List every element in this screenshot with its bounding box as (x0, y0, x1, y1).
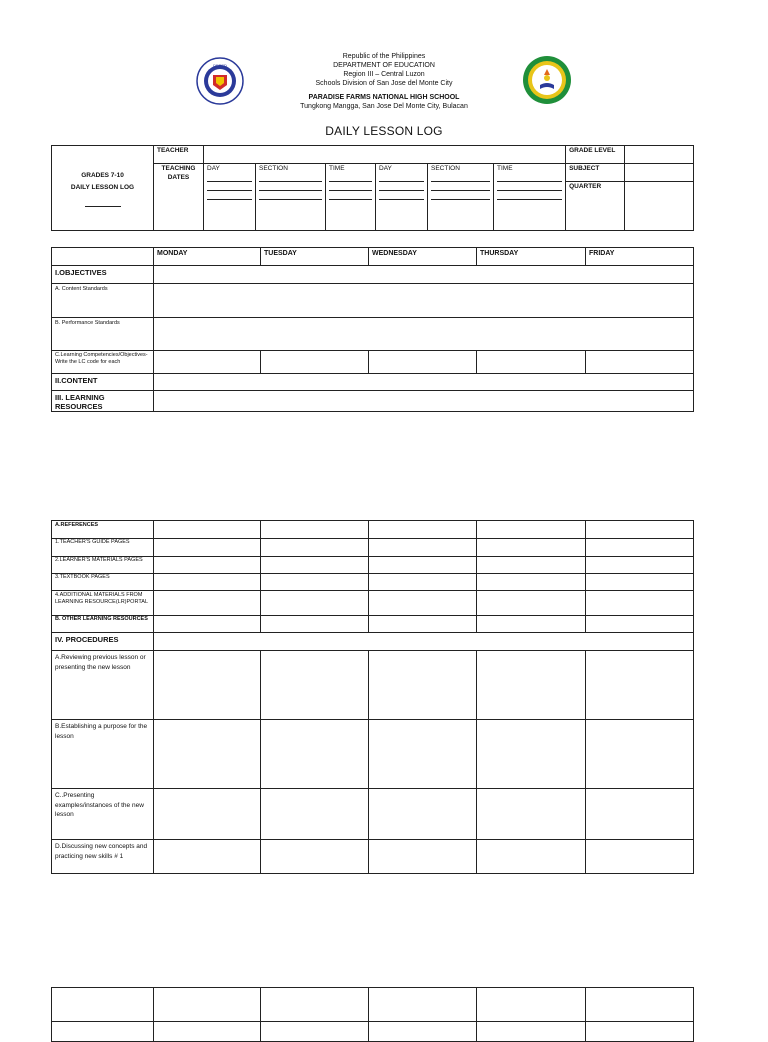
quarter-field[interactable] (625, 182, 694, 231)
continuation-table (51, 987, 694, 1042)
learners-materials-label: 2.LEARNER'S MATERIALS PAGES (52, 557, 154, 574)
proc-a-cell[interactable] (261, 651, 369, 720)
section-label-1: SECTION (259, 165, 288, 172)
proc-c-cell[interactable] (586, 789, 694, 840)
proc-c-label: C..Presenting examples/instances of the new lesson (52, 789, 154, 840)
other-cell[interactable] (261, 616, 369, 633)
region-line: Region III – Central Luzon (343, 71, 425, 78)
competencies-wednesday[interactable] (369, 351, 477, 374)
ref-cell[interactable] (477, 521, 586, 539)
lm-cell[interactable] (586, 557, 694, 574)
cont-cell[interactable] (369, 988, 477, 1022)
cont-cell[interactable] (154, 988, 261, 1022)
references-label: A.REFERENCES (52, 521, 154, 539)
corner-cell (52, 248, 154, 266)
proc-b-cell[interactable] (154, 720, 261, 789)
proc-b-cell[interactable] (477, 720, 586, 789)
procedures-heading: IV. PROCEDURES (52, 633, 154, 651)
tg-cell[interactable] (261, 539, 369, 557)
cont-cell[interactable] (261, 1022, 369, 1042)
ref-cell[interactable] (261, 521, 369, 539)
grade-level-label: GRADE LEVEL (566, 146, 625, 164)
additional-materials-label: 4.ADDITIONAL MATERIALS FROM LEARNING RESOURCE(LR)PORTAL (52, 591, 154, 616)
tb-cell[interactable] (154, 574, 261, 591)
proc-b-cell[interactable] (261, 720, 369, 789)
competencies-label: C.Learning Competencies/Objectives-Write the LC code for each (52, 351, 154, 374)
grades-label: GRADES 7-10 (81, 171, 124, 179)
teachers-guide-label: 1.TEACHER'S GUIDE PAGES (52, 539, 154, 557)
ref-cell[interactable] (154, 521, 261, 539)
school-address: Tungkong Mangga, San Jose Del Monte City, Bulacan (300, 103, 468, 110)
day-label-2: DAY (379, 165, 392, 172)
cont-cell[interactable] (261, 988, 369, 1022)
proc-d-label: D.Discussing new concepts and practicing new skills # 1 (52, 840, 154, 874)
page-title: DAILY LESSON LOG (325, 124, 443, 138)
tb-cell[interactable] (261, 574, 369, 591)
competencies-tuesday[interactable] (261, 351, 369, 374)
cont-cell[interactable] (369, 1022, 477, 1042)
day-col-2[interactable] (376, 164, 428, 231)
am-cell[interactable] (586, 591, 694, 616)
time-col-2[interactable] (494, 164, 566, 231)
proc-d-cell[interactable] (477, 840, 586, 874)
am-cell[interactable] (369, 591, 477, 616)
tg-cell[interactable] (586, 539, 694, 557)
ref-cell[interactable] (369, 521, 477, 539)
procedures-field[interactable] (154, 633, 694, 651)
lm-cell[interactable] (369, 557, 477, 574)
day-col-1[interactable] (204, 164, 256, 231)
subject-field[interactable] (625, 164, 694, 182)
performance-standards-field[interactable] (154, 318, 694, 351)
content-field[interactable] (154, 374, 694, 391)
cont-cell[interactable] (154, 1022, 261, 1042)
proc-b-cell[interactable] (586, 720, 694, 789)
day-label-1: DAY (207, 165, 220, 172)
other-cell[interactable] (154, 616, 261, 633)
proc-a-cell[interactable] (369, 651, 477, 720)
division-line: Schools Division of San Jose del Monte City (315, 80, 453, 87)
weekday-friday: FRIDAY (586, 248, 694, 266)
proc-d-cell[interactable] (261, 840, 369, 874)
republic-line: Republic of the Philippines (342, 53, 426, 60)
proc-d-cell[interactable] (369, 840, 477, 874)
objectives-field[interactable] (154, 266, 694, 284)
content-heading: II.CONTENT (52, 374, 154, 391)
textbook-label: 3.TEXTBOOK PAGES (52, 574, 154, 591)
competencies-thursday[interactable] (477, 351, 586, 374)
performance-standards-label: B. Performance Standards (52, 318, 154, 351)
content-standards-label: A. Content Standards (52, 284, 154, 318)
competencies-friday[interactable] (586, 351, 694, 374)
cont-cell[interactable] (477, 1022, 586, 1042)
school-name: PARADISE FARMS NATIONAL HIGH SCHOOL (308, 94, 460, 101)
teacher-field[interactable] (204, 146, 566, 164)
proc-d-cell[interactable] (154, 840, 261, 874)
section-label-2: SECTION (431, 165, 460, 172)
proc-c-cell[interactable] (154, 789, 261, 840)
weekday-thursday: THURSDAY (477, 248, 586, 266)
competencies-monday[interactable] (154, 351, 261, 374)
proc-a-cell[interactable] (586, 651, 694, 720)
subject-label: SUBJECT (566, 164, 625, 182)
am-cell[interactable] (154, 591, 261, 616)
department-line: DEPARTMENT OF EDUCATION (333, 62, 435, 69)
weekday-tuesday: TUESDAY (261, 248, 369, 266)
tb-cell[interactable] (586, 574, 694, 591)
proc-a-cell[interactable] (154, 651, 261, 720)
lm-cell[interactable] (477, 557, 586, 574)
cont-cell[interactable] (586, 1022, 694, 1042)
content-standards-field[interactable] (154, 284, 694, 318)
other-cell[interactable] (586, 616, 694, 633)
document-header (0, 52, 768, 111)
objectives-heading: I.OBJECTIVES (52, 266, 154, 284)
tg-cell[interactable] (154, 539, 261, 557)
am-cell[interactable] (261, 591, 369, 616)
lm-cell[interactable] (261, 557, 369, 574)
time-col-1[interactable] (326, 164, 376, 231)
weekday-wednesday: WEDNESDAY (369, 248, 477, 266)
grades-cell (52, 146, 154, 231)
proc-b-label: B.Establishing a purpose for the lesson (52, 720, 154, 789)
time-label-2: TIME (497, 165, 513, 172)
proc-b-cell[interactable] (369, 720, 477, 789)
proc-a-label: A.Reviewing previous lesson or presenting the new lesson (52, 651, 154, 720)
svg-text:DEPED: DEPED (213, 63, 227, 68)
proc-c-cell[interactable] (477, 789, 586, 840)
info-table (51, 145, 694, 231)
dll-label: DAILY LESSON LOG (70, 183, 135, 191)
proc-a-cell[interactable] (477, 651, 586, 720)
section-col-1[interactable] (256, 164, 326, 231)
other-cell[interactable] (477, 616, 586, 633)
other-cell[interactable] (369, 616, 477, 633)
cont-cell[interactable] (52, 988, 154, 1022)
tg-cell[interactable] (477, 539, 586, 557)
tb-cell[interactable] (477, 574, 586, 591)
section-col-2[interactable] (428, 164, 494, 231)
tg-cell[interactable] (369, 539, 477, 557)
ref-cell[interactable] (586, 521, 694, 539)
learning-resources-heading: III. LEARNING RESOURCES (52, 391, 154, 412)
quarter-label: QUARTER (566, 182, 625, 231)
teaching-dates-label: TEACHING DATES (154, 164, 204, 231)
weekday-monday: MONDAY (154, 248, 261, 266)
cont-cell[interactable] (52, 1022, 154, 1042)
am-cell[interactable] (477, 591, 586, 616)
objectives-table (51, 247, 694, 412)
cont-cell[interactable] (586, 988, 694, 1022)
lm-cell[interactable] (154, 557, 261, 574)
cont-cell[interactable] (477, 988, 586, 1022)
learning-resources-field[interactable] (154, 391, 694, 412)
grade-level-field[interactable] (625, 146, 694, 164)
teacher-label: TEACHER (154, 146, 204, 164)
procedures-table (51, 520, 694, 874)
other-resources-label: B. OTHER LEARNING RESOURCES (52, 616, 154, 633)
time-label-1: TIME (329, 165, 345, 172)
proc-c-cell[interactable] (261, 789, 369, 840)
proc-d-cell[interactable] (586, 840, 694, 874)
proc-c-cell[interactable] (369, 789, 477, 840)
tb-cell[interactable] (369, 574, 477, 591)
